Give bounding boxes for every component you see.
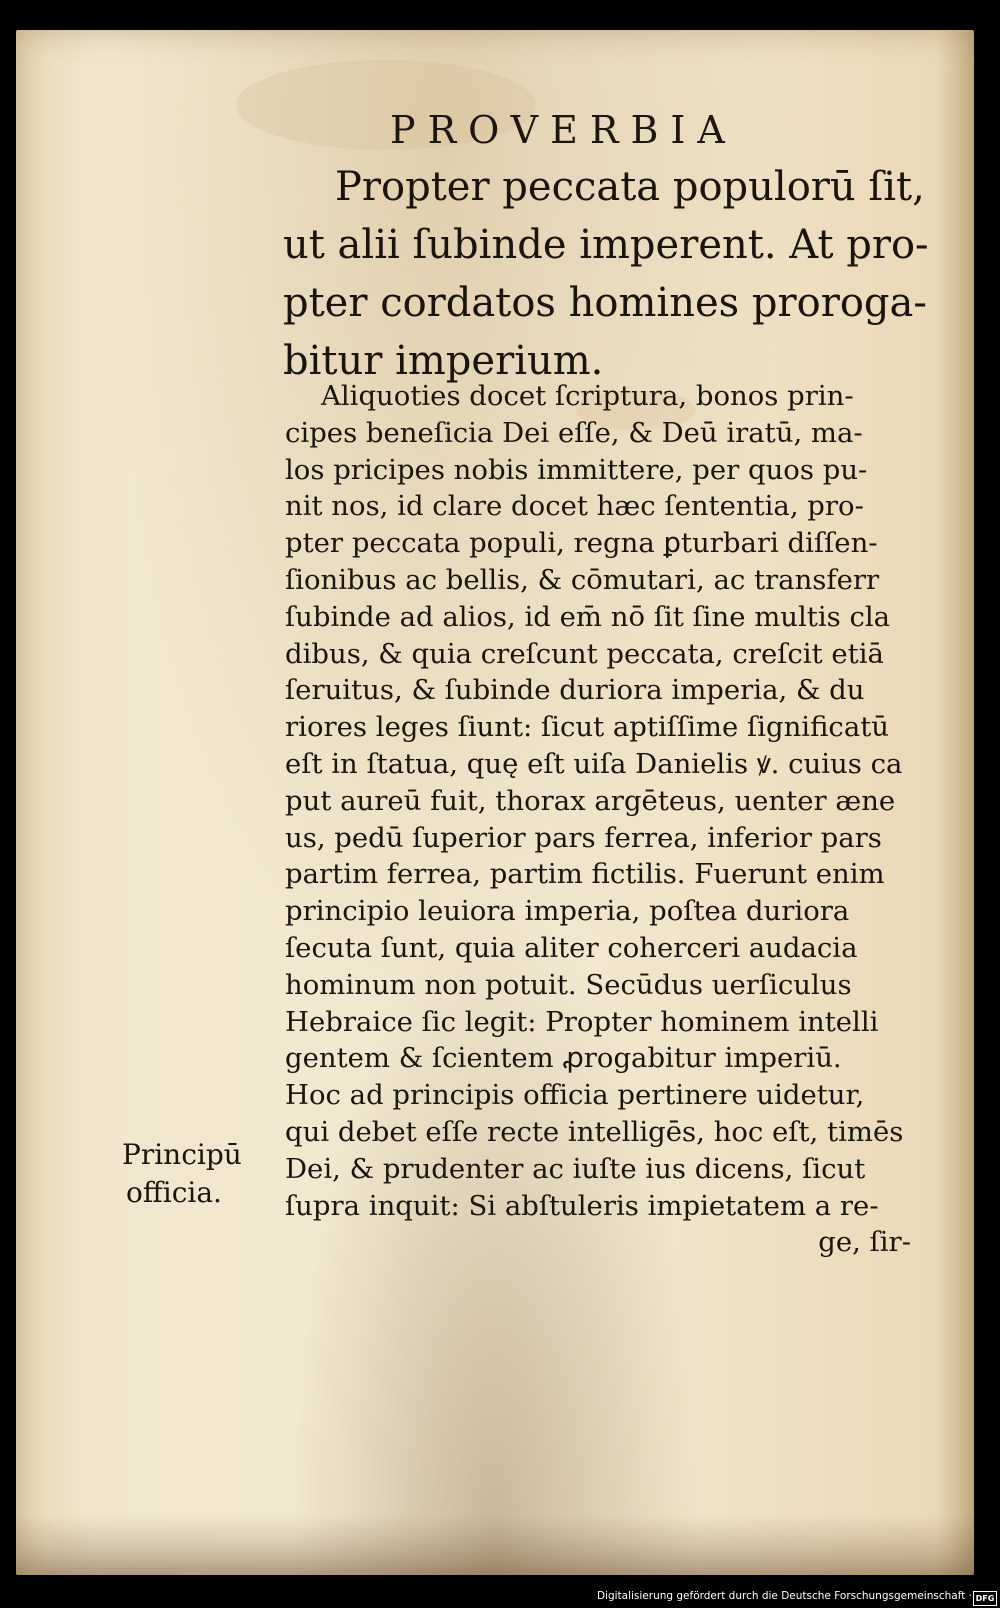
marginal-note [122, 1136, 272, 1212]
digitization-footer [0, 1588, 1000, 1608]
body-line: nit nos, id clare docet hæc ſententia, pro‑ [285, 490, 864, 523]
body-line: riores leges ſiunt: ſicut aptiſſime ſignificatū [285, 711, 889, 744]
body-line: pter peccata populi, regna ꝑturbari diſſen‑ [285, 527, 878, 560]
body-line: us, pedū ſuperior pars ferrea, inferior pars [285, 821, 882, 854]
catchword: ge, ſir‑ [818, 1226, 911, 1259]
heading-line: Propter peccata populorū ſit, [335, 164, 925, 210]
body-line: gentem & ſcientem ꝓrogabitur imperiū. [285, 1042, 842, 1075]
body-line: principio leuiora imperia, poſtea duriora [285, 895, 850, 928]
body-line: qui debet eſſe recte intelligēs, hoc eſt, timēs [285, 1115, 904, 1148]
heading-line: pter cordatos homines proroga‑ [283, 280, 927, 326]
body-line: eſt in ſtatua, quę eſt uiſa Danielis ꝟ. cuius ca [285, 747, 903, 780]
body-line: Hebraice ſic legit: Propter hominem intelli [285, 1005, 879, 1038]
body-line: Aliquoties docet ſcriptura, bonos prin‑ [321, 380, 854, 412]
body-line: ſionibus ac bellis, & cōmutari, ac transferr [285, 563, 880, 596]
heading-line: ut alii ſubinde imperent. At pro‑ [283, 222, 929, 268]
body-line: partim ferrea, partim fictilis. Fuerunt enim [285, 858, 885, 891]
body-line: ſecuta ſunt, quia aliter coherceri audacia [285, 931, 858, 964]
funding-credit: Digitalisierung gefördert durch die Deutsche Forschungsgemeinschaft · [596, 1590, 972, 1602]
body-line: ſeruitus, & ſubinde duriora imperia, & du [285, 674, 865, 707]
body-paragraph [285, 378, 915, 1261]
marginal-note-line: Principū [122, 1138, 242, 1171]
body-line: dibus, & quia creſcunt peccata, creſcit etiā [285, 637, 884, 670]
section-heading [283, 158, 929, 390]
body-line: Hoc ad principis officia pertinere uidetur, [285, 1079, 865, 1112]
body-line: put aureū fuit, thorax argēteus, uenter æne [285, 784, 896, 817]
body-line: ſupra inquit: Si abſtuleris impietatem a re‑ [285, 1189, 879, 1222]
heading-line: bitur imperium. [283, 338, 604, 384]
body-line: Dei, & prudenter ac iuſte ius dicens, ſicut [285, 1152, 866, 1185]
running-head: PROVERBIA [390, 108, 737, 152]
dfg-logo: DFG [973, 1591, 997, 1606]
marginal-note-line: officia. [126, 1176, 222, 1209]
body-line: hominum non potuit. Secūdus uerſiculus [285, 968, 852, 1001]
body-line: cipes beneſicia Dei eſſe, & Deū iratū, ma‑ [285, 416, 863, 449]
body-line: los pricipes nobis immittere, per quos pu‑ [285, 453, 868, 486]
body-line: ſubinde ad alios, id em̄ nō ſit ſine multis cla [285, 600, 891, 633]
